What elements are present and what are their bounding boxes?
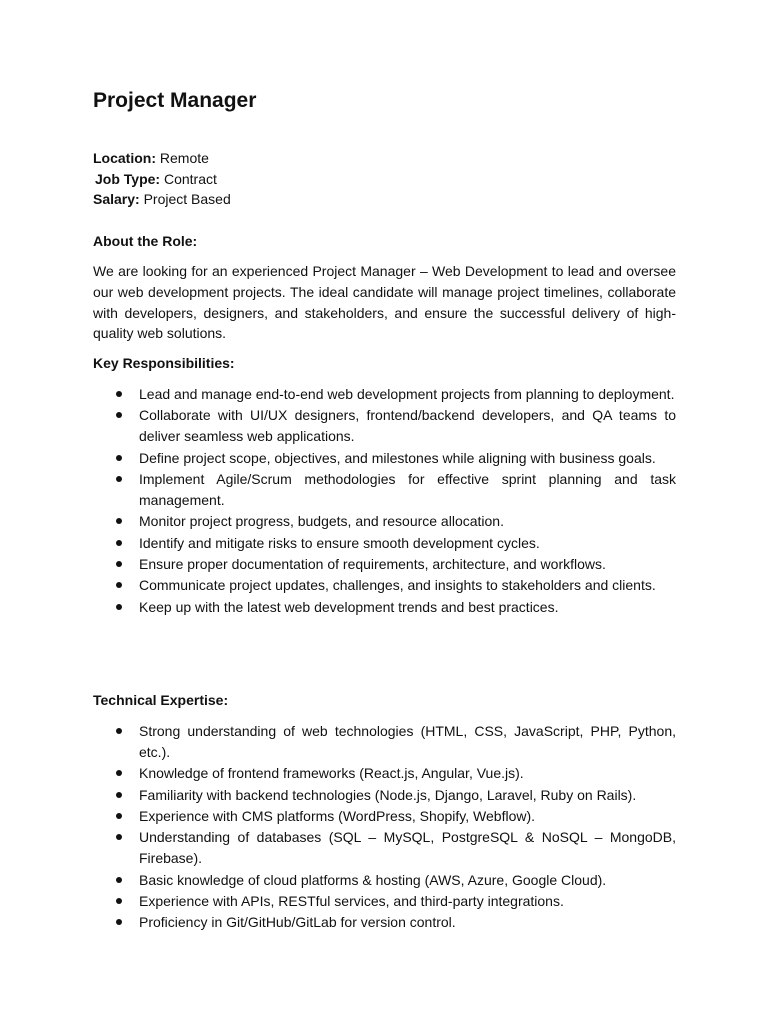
list-item-text: Define project scope, objectives, and milestones while aligning with business goals. bbox=[139, 449, 656, 466]
list-item bbox=[93, 870, 676, 891]
job-type-row bbox=[93, 169, 676, 190]
location-row bbox=[93, 148, 676, 169]
about-heading: About the Role: bbox=[93, 233, 198, 249]
list-item-text: Knowledge of frontend frameworks (React.js, Angular, Vue.js). bbox=[139, 765, 524, 782]
list-item bbox=[93, 448, 676, 469]
list-item-text: Identify and mitigate risks to ensure smooth development cycles. bbox=[139, 534, 540, 551]
bullet-icon bbox=[116, 834, 122, 840]
bullet-icon bbox=[116, 412, 122, 418]
list-item-text: Collaborate with UI/UX designers, frontend/backend developers, and QA teams to deliver seamless web applications. bbox=[139, 407, 676, 445]
list-item-text: Communicate project updates, challenges, and insights to stakeholders and clients. bbox=[139, 577, 656, 594]
bullet-icon bbox=[116, 877, 122, 883]
list-item bbox=[93, 763, 676, 784]
list-item-text: Experience with APIs, RESTful services, and third-party integrations. bbox=[139, 892, 564, 909]
bullet-icon bbox=[116, 582, 122, 588]
bullet-icon bbox=[116, 476, 122, 482]
location-value: Remote bbox=[159, 150, 209, 166]
list-item bbox=[93, 597, 676, 618]
list-item-text: Implement Agile/Scrum methodologies for effective sprint planning and task management. bbox=[139, 470, 676, 508]
list-item-text: Basic knowledge of cloud platforms & hosting (AWS, Azure, Google Cloud). bbox=[139, 871, 607, 888]
responsibilities-list bbox=[93, 384, 676, 618]
list-item bbox=[93, 827, 676, 869]
location-label: Location: bbox=[93, 150, 156, 166]
bullet-icon bbox=[116, 540, 122, 546]
list-item-text: Monitor project progress, budgets, and resource allocation. bbox=[139, 513, 504, 530]
list-item-text: Strong understanding of web technologies (HTML, CSS, JavaScript, PHP, Python, etc.). bbox=[139, 723, 676, 760]
bullet-icon bbox=[116, 391, 122, 397]
list-item-text: Experience with CMS platforms (WordPress, Shopify, Webflow). bbox=[139, 807, 536, 824]
job-type-label: Job Type: bbox=[95, 170, 161, 187]
about-paragraph: We are looking for an experienced Project Manager – Web Development to lead and oversee our web development projects. The ideal candidate will manage project timelines, collaborate with developers, designers, and stakeholders, and ensure the successful delivery of high-quality web solutions. bbox=[93, 263, 676, 342]
list-item bbox=[93, 405, 676, 447]
list-item-text: Understanding of databases (SQL – MySQL, PostgreSQL & NoSQL – MongoDB, Firebase). bbox=[139, 829, 676, 867]
list-item bbox=[93, 721, 676, 763]
list-item bbox=[93, 511, 676, 532]
expertise-list bbox=[93, 721, 676, 934]
list-item bbox=[93, 575, 676, 596]
salary-label: Salary: bbox=[93, 191, 140, 207]
salary-value: Project Based bbox=[143, 191, 231, 207]
expertise-heading: Technical Expertise: bbox=[93, 692, 229, 708]
bullet-icon bbox=[116, 561, 122, 567]
list-item bbox=[93, 891, 676, 912]
bullet-icon bbox=[116, 455, 122, 461]
bullet-icon bbox=[116, 813, 122, 819]
list-item bbox=[93, 912, 676, 933]
list-item bbox=[93, 533, 676, 554]
page-title: Project Manager bbox=[93, 89, 257, 112]
list-item-text: Lead and manage end-to-end web development projects from planning to deployment. bbox=[139, 386, 675, 402]
list-item bbox=[93, 384, 676, 405]
bullet-icon bbox=[116, 604, 122, 610]
bullet-icon bbox=[116, 792, 122, 798]
list-item bbox=[93, 785, 676, 806]
job-meta bbox=[93, 148, 676, 210]
list-item-text: Familiarity with backend technologies (Node.js, Django, Laravel, Ruby on Rails). bbox=[139, 786, 637, 803]
list-item bbox=[93, 469, 676, 511]
list-item-text: Proficiency in Git/GitHub/GitLab for version control. bbox=[139, 914, 456, 931]
list-item-text: Keep up with the latest web development trends and best practices. bbox=[139, 598, 559, 615]
job-type-value: Contract bbox=[163, 170, 217, 187]
list-item-text: Ensure proper documentation of requirements, architecture, and workflows. bbox=[139, 555, 606, 572]
bullet-icon bbox=[116, 518, 122, 524]
salary-row bbox=[93, 189, 676, 210]
responsibilities-heading: Key Responsibilities: bbox=[93, 355, 235, 371]
bullet-icon bbox=[116, 898, 122, 904]
list-item bbox=[93, 806, 676, 827]
bullet-icon bbox=[116, 728, 122, 734]
bullet-icon bbox=[116, 919, 122, 925]
bullet-icon bbox=[116, 770, 122, 776]
list-item bbox=[93, 554, 676, 575]
